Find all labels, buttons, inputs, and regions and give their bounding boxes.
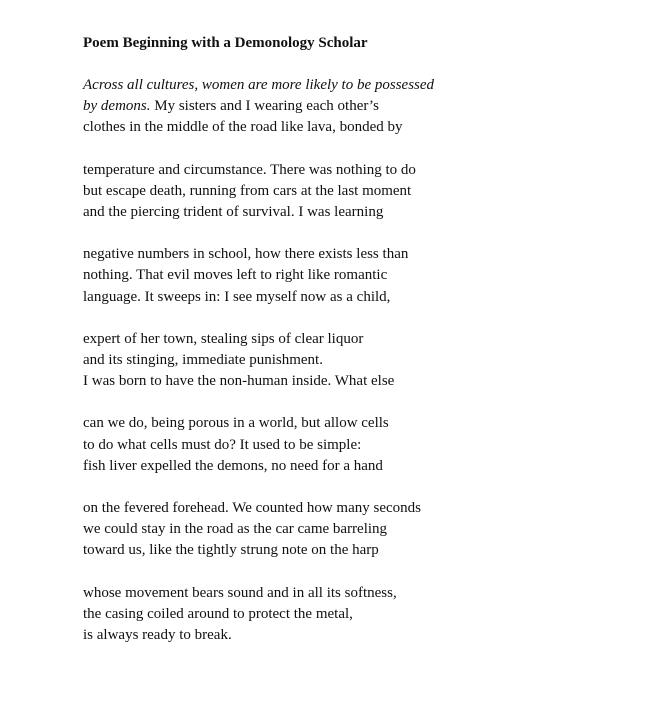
poem-line: temperature and circumstance. There was nothing to do <box>83 161 416 178</box>
stanza-6 <box>83 498 672 562</box>
stanza-1 <box>83 75 672 139</box>
poem-line: toward us, like the tightly strung note on the harp <box>83 542 379 559</box>
stanza-4 <box>83 329 672 393</box>
poem-line: can we do, being porous in a world, but allow cells <box>83 415 389 432</box>
poem-line: and the piercing trident of survival. I was learning <box>83 204 384 221</box>
poem-line: on the fevered forehead. We counted how many seconds <box>83 500 421 517</box>
stanza-5 <box>83 413 672 477</box>
poem-line: to do what cells must do? It used to be simple: <box>83 436 362 453</box>
poem-line: expert of her town, stealing sips of clear liquor <box>83 330 364 347</box>
poem-line <box>83 117 672 138</box>
epigraph-italic: by demons. <box>83 98 151 115</box>
poem-line: and its stinging, immediate punishment. <box>83 352 323 369</box>
poem-line: the casing coiled around to protect the metal, <box>83 605 353 622</box>
poem-line: is always ready to break. <box>83 627 232 644</box>
stanza-3 <box>83 244 672 308</box>
poem-line: but escape death, running from cars at the last moment <box>83 182 412 199</box>
epigraph-italic: Across all cultures, women are more likely to be possessed <box>83 77 435 93</box>
line-text: clothes in the middle of the road like lava, bonded by <box>83 119 403 136</box>
poem-line: nothing. That evil moves left to right like romantic <box>83 267 388 284</box>
poem-line: whose movement bears sound and in all its softness, <box>83 584 397 601</box>
poem-line: we could stay in the road as the car came barreling <box>83 521 388 538</box>
stanza-7 <box>83 583 672 647</box>
poem-line <box>83 96 672 117</box>
stanza-2 <box>83 160 672 224</box>
poem-line <box>83 75 672 96</box>
poem-line: fish liver expelled the demons, no need for a hand <box>83 457 383 474</box>
poem-line: negative numbers in school, how there exists less than <box>83 246 409 263</box>
line-text: My sisters and I wearing each other’s <box>150 98 379 115</box>
poem-line: I was born to have the non-human inside. What else <box>83 373 395 390</box>
poem-title: Poem Beginning with a Demonology Scholar <box>83 35 368 51</box>
poem-line: language. It sweeps in: I see myself now as a child, <box>83 288 391 305</box>
